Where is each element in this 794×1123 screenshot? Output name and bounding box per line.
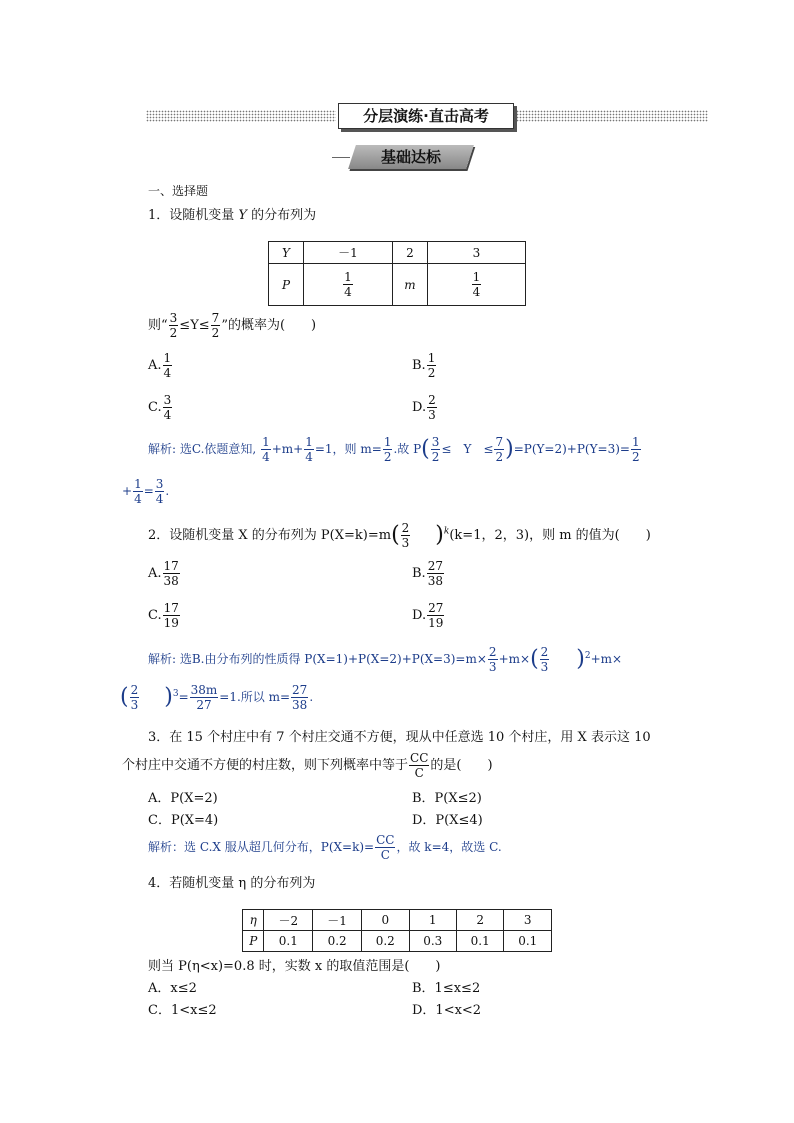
q2-solution-line2: ( $\frac{2}{3}$ )$^3$= $\frac{38m}{27}$ =1.所以 m= $\frac{27}{38}$ . xyxy=(120,683,314,712)
q4-option-a[interactable]: A．x≤2 xyxy=(148,981,197,996)
q4-table-p5: 0.1 xyxy=(456,931,503,952)
q4-table-p6: 0.1 xyxy=(504,931,552,952)
q4-table-h6: 3 xyxy=(504,910,552,931)
q4-option-d[interactable]: D．1<x<2 xyxy=(412,1003,482,1018)
q1-table-p: P xyxy=(269,264,304,306)
q4-table-p4: 0.3 xyxy=(409,931,456,952)
q1-table-v1: $\frac{1}{4}$ xyxy=(304,264,393,306)
q1-var: Y xyxy=(238,208,248,223)
q2-solution-line1: 解析: 选B.由分布列的性质得 P(X=1)+P(X=2)+P(X=3)=m× $\frac{2}{3}$ +m×( $\frac{2}{3}$ )$^2$+m× xyxy=(148,645,623,674)
q1-solution-line1: 解析: 选C.依题意知, $\frac{1}{4}$ +m+ $\frac{1}{4}$ =1，则 m= $\frac{1}{2}$ .故 P( $\frac{3}{2}$ ≤ Y ≤ $\frac{7}{2}$ )=P(Y=2)+P(Y=3)= $\frac{1}{2}$ xyxy=(148,435,640,464)
q4-stem: 4．若随机变量 η 的分布列为 xyxy=(148,876,316,891)
q1-option-c[interactable]: C. $\frac{3}{4}$ xyxy=(148,393,172,422)
q4-table-h1: －2 xyxy=(264,910,313,931)
q1-table-v3: $\frac{1}{4}$ xyxy=(428,264,526,306)
q4-table-h5: 2 xyxy=(456,910,503,931)
q4-table-h2: －1 xyxy=(313,910,362,931)
q3-option-c[interactable]: C．P(X=4) xyxy=(148,813,219,828)
header-dots-right xyxy=(516,110,708,122)
q3-line1: 3．在 15 个村庄中有 7 个村庄交通不方便，现从中任意选 10 个村庄，用 X 表示这 10 xyxy=(148,730,651,745)
q4-table-p3: 0.2 xyxy=(362,931,409,952)
q1-stem-end: 的分布列为 xyxy=(251,208,317,223)
q4-table-p2: 0.2 xyxy=(313,931,362,952)
q1-solution-line2: + $\frac{1}{4}$ = $\frac{3}{4}$ . xyxy=(122,477,170,506)
q1-ask: 则“ $\frac{3}{2}$ ≤Y≤ $\frac{7}{2}$ ”的概率为( ) xyxy=(148,311,317,340)
q3-option-b[interactable]: B．P(X≤2) xyxy=(412,791,482,806)
q3-solution: 解析：选 C.X 服从超几何分布，P(X=k)= $\frac{CC}{C}$ ，故 k=4，故选 C. xyxy=(148,833,502,862)
q2-option-b[interactable]: B. $\frac{27}{38}$ xyxy=(412,559,443,588)
q4-option-c[interactable]: C．1<x≤2 xyxy=(148,1003,217,1018)
q2-stem: 2．设随机变量 X 的分布列为 P(X=k)=m( $\frac{2}{3}$ )$^k$(k=1，2，3)，则 m 的值为( ) xyxy=(148,521,651,550)
q4-option-b[interactable]: B．1≤x≤2 xyxy=(412,981,481,996)
q4-table-h0: η xyxy=(243,910,264,931)
q1-stem-text: 1．设随机变量 xyxy=(148,208,235,223)
header-banner: 分层演练·直击高考 xyxy=(338,103,514,129)
section-title: 基础达标 xyxy=(380,148,441,166)
q1-stem xyxy=(148,204,316,223)
q1-option-b[interactable]: B. $\frac{1}{2}$ xyxy=(412,351,436,380)
q2-option-a[interactable]: A. $\frac{17}{38}$ xyxy=(148,559,179,588)
q2-option-c[interactable]: C. $\frac{17}{19}$ xyxy=(148,601,179,630)
q1-table-h2: 2 xyxy=(393,242,428,264)
q4-table-h4: 1 xyxy=(409,910,456,931)
q1-option-a[interactable]: A. $\frac{1}{4}$ xyxy=(148,351,172,380)
q1-table-h1: －1 xyxy=(304,242,393,264)
q3-option-a[interactable]: A．P(X=2) xyxy=(148,791,218,806)
q1-table-h0: Y xyxy=(269,242,304,264)
q3-line2: 个村庄中交通不方便的村庄数，则下列概率中等于 $\frac{CC}{C}$ 的是( ) xyxy=(122,751,493,780)
part-heading: 一、选择题 xyxy=(148,184,209,198)
q1-table-h3: 3 xyxy=(428,242,526,264)
q4-table-p0: P xyxy=(243,931,264,952)
section-dash xyxy=(332,157,350,158)
q4-table-p1: 0.1 xyxy=(264,931,313,952)
q1-option-d[interactable]: D. $\frac{2}{3}$ xyxy=(412,393,436,422)
q1-table-v2: m xyxy=(393,264,428,306)
q4-table xyxy=(242,909,552,952)
q1-table xyxy=(268,241,526,306)
header-dots-left xyxy=(146,110,336,122)
q3-option-d[interactable]: D．P(X≤4) xyxy=(412,813,483,828)
q4-table-h3: 0 xyxy=(362,910,409,931)
q2-option-d[interactable]: D. $\frac{27}{19}$ xyxy=(412,601,444,630)
q4-ask: 则当 P(η<x)=0.8 时，实数 x 的取值范围是( ) xyxy=(148,959,441,974)
